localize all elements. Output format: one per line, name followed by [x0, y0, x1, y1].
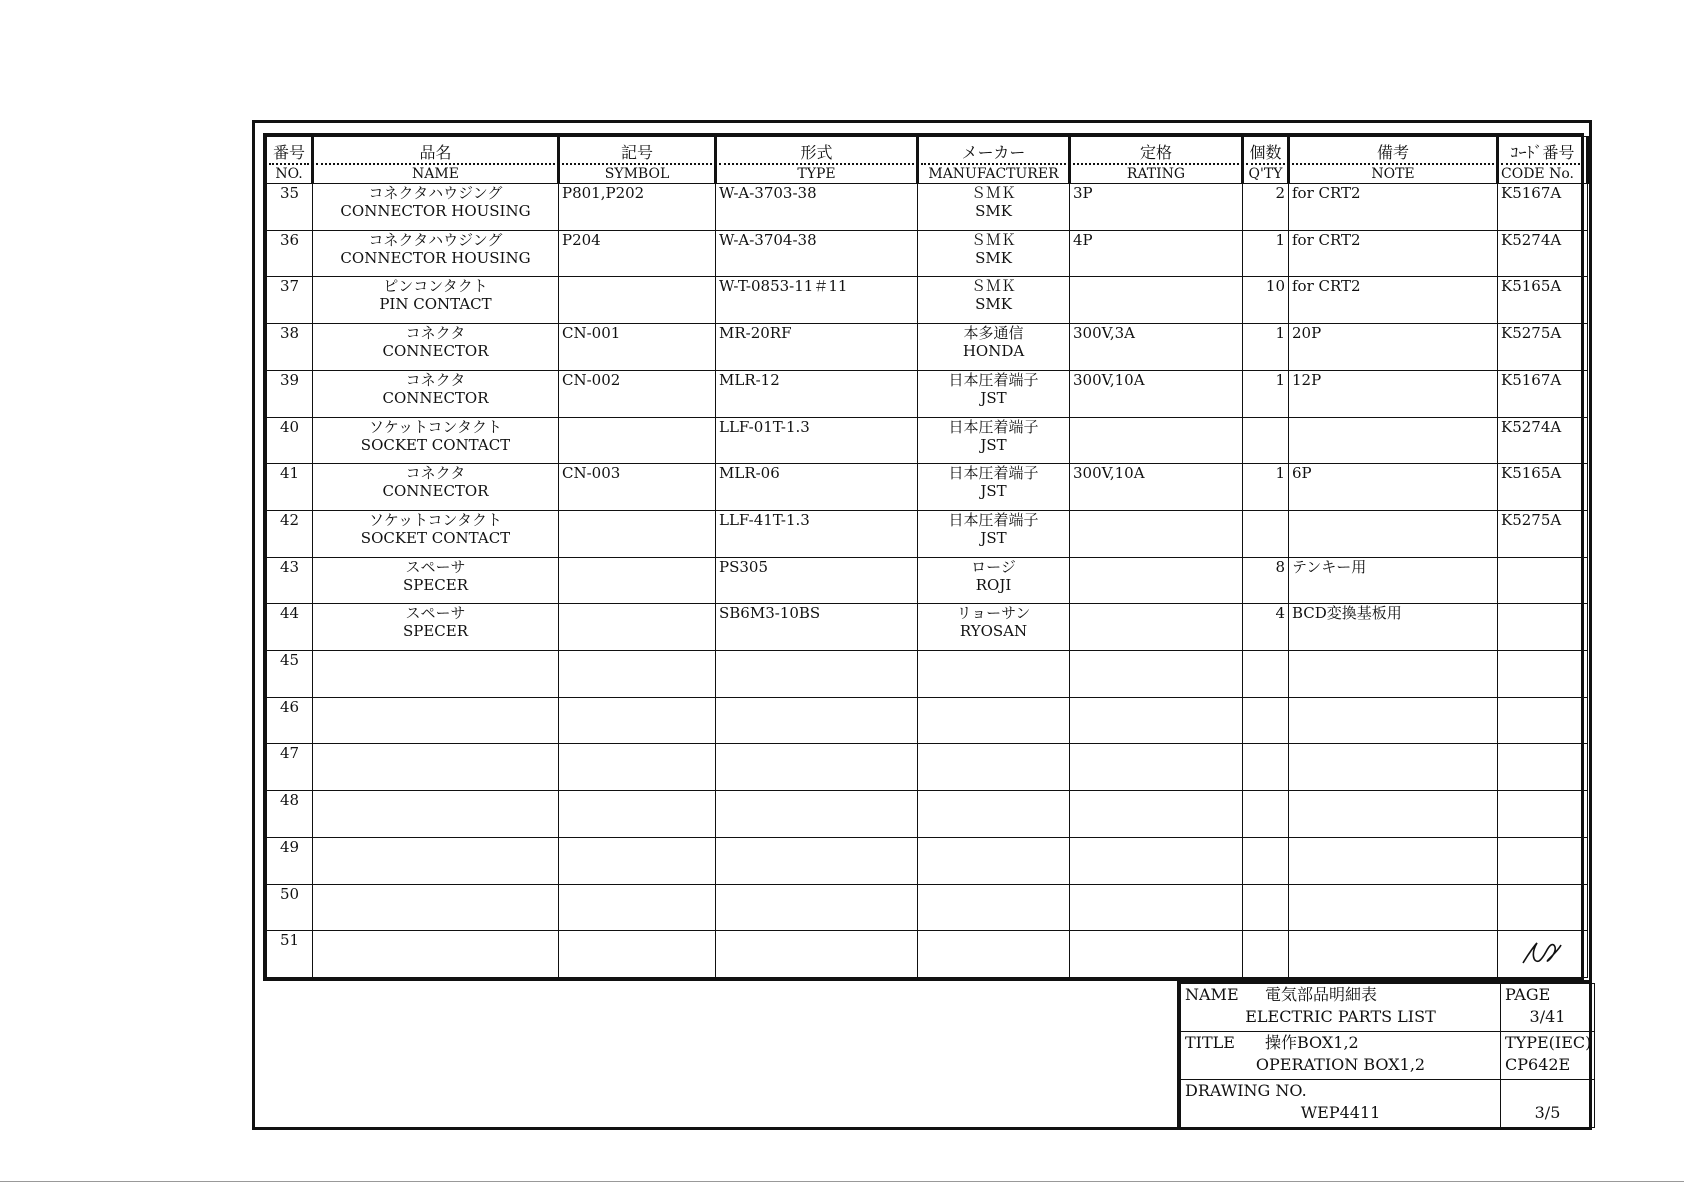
cell-no: 41	[267, 464, 313, 511]
cell-name	[313, 744, 559, 791]
cell-no: 46	[267, 697, 313, 744]
cell-qty: 1	[1243, 324, 1289, 371]
cell-symbol	[559, 744, 716, 791]
document-title-jp: 操作BOX1,2	[1265, 1033, 1359, 1052]
cell-code	[1498, 931, 1588, 978]
cell-code	[1498, 837, 1588, 884]
cell-manufacturer	[918, 417, 1070, 464]
drawing-label: DRAWING NO.	[1185, 1081, 1307, 1100]
cell-name	[313, 184, 559, 231]
cell-symbol: P204	[559, 230, 716, 277]
manufacturer-jp: 日本圧着端子	[948, 417, 1039, 436]
cell-name	[313, 604, 559, 651]
manufacturer-en: HONDA	[962, 342, 1025, 361]
cell-qty: 1	[1243, 370, 1289, 417]
cell-note	[1289, 651, 1498, 698]
header-code: ｺｰﾄﾞ番号 CODE No.	[1498, 137, 1588, 184]
manufacturer-jp: ロージ	[971, 557, 1016, 576]
cell-type	[716, 931, 918, 978]
cell-type: MLR-06	[716, 464, 918, 511]
code-value: K5275A	[1501, 510, 1562, 529]
cell-code	[1498, 417, 1588, 464]
cell-manufacturer	[918, 697, 1070, 744]
table-row	[267, 510, 1588, 557]
cell-manufacturer	[918, 744, 1070, 791]
cell-no: 49	[267, 837, 313, 884]
cell-manufacturer	[918, 464, 1070, 511]
cell-no: 50	[267, 884, 313, 931]
title-block-type-cell	[1501, 1032, 1595, 1080]
cell-symbol	[559, 837, 716, 884]
name-jp: ピンコンタクト	[383, 277, 488, 296]
header-rating: 定格 RATING	[1070, 137, 1243, 184]
table-row	[267, 557, 1588, 604]
cell-note: BCD変換基板用	[1289, 604, 1498, 651]
header-name: 品名 NAME	[313, 137, 559, 184]
cell-rating: 300V,3A	[1070, 324, 1243, 371]
cell-note: 12P	[1289, 370, 1498, 417]
cell-note: 6P	[1289, 464, 1498, 511]
header-type: 形式 TYPE	[716, 137, 918, 184]
manufacturer-en: JST	[980, 388, 1007, 407]
handwritten-initials	[1519, 939, 1565, 973]
cell-symbol	[559, 931, 716, 978]
drawing-number: WEP4411	[1300, 1103, 1381, 1122]
manufacturer-jp: ＳＭＫ	[970, 277, 1016, 296]
manufacturer-jp: 日本圧着端子	[948, 464, 1039, 483]
cell-code	[1498, 184, 1588, 231]
type-value: CP642E	[1505, 1055, 1571, 1074]
parts-table	[263, 133, 1584, 981]
cell-type	[716, 837, 918, 884]
cell-rating	[1070, 510, 1243, 557]
table-row	[267, 931, 1588, 978]
name-en: CONNECTOR HOUSING	[340, 202, 531, 220]
header-symbol: 記号 SYMBOL	[559, 137, 716, 184]
cell-name	[313, 277, 559, 324]
name-jp: コネクタハウジング	[368, 230, 503, 249]
cell-manufacturer	[918, 604, 1070, 651]
table-row	[267, 277, 1588, 324]
cell-symbol	[559, 417, 716, 464]
cell-rating: 3P	[1070, 184, 1243, 231]
cell-note	[1289, 931, 1498, 978]
header-qty: 個数 Q'TY	[1243, 137, 1289, 184]
cell-type	[716, 744, 918, 791]
cell-symbol: CN-001	[559, 324, 716, 371]
cell-rating	[1070, 277, 1243, 324]
cell-qty	[1243, 931, 1289, 978]
cell-rating	[1070, 417, 1243, 464]
cell-symbol	[559, 604, 716, 651]
cell-qty	[1243, 651, 1289, 698]
cell-code	[1498, 791, 1588, 838]
cell-rating	[1070, 651, 1243, 698]
cell-no: 38	[267, 324, 313, 371]
cell-qty	[1243, 697, 1289, 744]
cell-qty	[1243, 791, 1289, 838]
cell-name	[313, 510, 559, 557]
cell-code	[1498, 744, 1588, 791]
cell-qty: 2	[1243, 184, 1289, 231]
title-block-title-cell	[1181, 1032, 1501, 1080]
manufacturer-jp: ＳＭＫ	[970, 230, 1016, 249]
cell-name	[313, 464, 559, 511]
title-block-drawing-cell	[1181, 1080, 1501, 1128]
table-row	[267, 184, 1588, 231]
cell-code	[1498, 604, 1588, 651]
cell-qty: 1	[1243, 230, 1289, 277]
title-block-name-cell	[1181, 984, 1501, 1032]
cell-symbol	[559, 277, 716, 324]
manufacturer-jp: 本多通信	[963, 324, 1024, 343]
cell-symbol	[559, 557, 716, 604]
manufacturer-en: JST	[980, 528, 1007, 547]
manufacturer-en: JST	[980, 435, 1007, 454]
cell-no: 43	[267, 557, 313, 604]
cell-name	[313, 370, 559, 417]
manufacturer-jp: ＳＭＫ	[970, 184, 1016, 202]
name-label: NAME	[1185, 985, 1239, 1004]
manufacturer-en: SMK	[975, 248, 1012, 267]
cell-rating	[1070, 884, 1243, 931]
cell-name	[313, 697, 559, 744]
cell-symbol	[559, 510, 716, 557]
cell-type: W-T-0853-11＃11	[716, 277, 918, 324]
name-jp: コネクタ	[405, 324, 466, 343]
manufacturer-en: SMK	[975, 202, 1012, 220]
cell-no: 44	[267, 604, 313, 651]
name-en: SOCKET CONTACT	[360, 528, 511, 547]
cell-rating	[1070, 604, 1243, 651]
cell-manufacturer	[918, 557, 1070, 604]
cell-no: 37	[267, 277, 313, 324]
cell-qty	[1243, 837, 1289, 884]
table-row	[267, 604, 1588, 651]
cell-name	[313, 651, 559, 698]
cell-code	[1498, 697, 1588, 744]
cell-name	[313, 230, 559, 277]
cell-manufacturer	[918, 277, 1070, 324]
name-en: CONNECTOR	[382, 342, 489, 361]
cell-note: テンキー用	[1289, 557, 1498, 604]
header-note: 備考 NOTE	[1289, 137, 1498, 184]
code-value: K5167A	[1501, 370, 1562, 389]
table-row	[267, 370, 1588, 417]
cell-code	[1498, 324, 1588, 371]
cell-note: 20P	[1289, 324, 1498, 371]
name-en: SOCKET CONTACT	[360, 435, 511, 454]
name-en: CONNECTOR	[382, 388, 489, 407]
cell-note	[1289, 417, 1498, 464]
cell-no: 36	[267, 230, 313, 277]
name-en: CONNECTOR HOUSING	[340, 248, 531, 267]
header-manufacturer: メーカー MANUFACTURER	[918, 137, 1070, 184]
cell-type: MLR-12	[716, 370, 918, 417]
cell-qty: 10	[1243, 277, 1289, 324]
cell-name	[313, 884, 559, 931]
cell-no: 45	[267, 651, 313, 698]
cell-manufacturer	[918, 510, 1070, 557]
sheet-number: 3/5	[1534, 1103, 1561, 1122]
cell-qty	[1243, 417, 1289, 464]
cell-manufacturer	[918, 791, 1070, 838]
cell-rating	[1070, 931, 1243, 978]
cell-manufacturer	[918, 230, 1070, 277]
name-jp: ソケットコンタクト	[369, 510, 502, 529]
cell-note	[1289, 884, 1498, 931]
manufacturer-jp: 日本圧着端子	[948, 370, 1039, 389]
cell-name	[313, 791, 559, 838]
cell-rating	[1070, 697, 1243, 744]
cell-type: PS305	[716, 557, 918, 604]
manufacturer-en: JST	[980, 482, 1007, 501]
cell-note	[1289, 697, 1498, 744]
code-value: K5274A	[1501, 417, 1562, 436]
cell-rating	[1070, 744, 1243, 791]
cell-no: 48	[267, 791, 313, 838]
document-name-jp: 電気部品明細表	[1265, 985, 1378, 1004]
cell-name	[313, 557, 559, 604]
name-en: SPECER	[402, 575, 469, 594]
cell-no: 42	[267, 510, 313, 557]
cell-note: for CRT2	[1289, 277, 1498, 324]
cell-manufacturer	[918, 837, 1070, 884]
cell-no: 51	[267, 931, 313, 978]
document-name-en: ELECTRIC PARTS LIST	[1245, 1007, 1436, 1026]
cell-code	[1498, 651, 1588, 698]
table-row	[267, 697, 1588, 744]
cell-type: W-A-3704-38	[716, 230, 918, 277]
page-label: PAGE	[1505, 985, 1551, 1004]
table-row	[267, 464, 1588, 511]
cell-code	[1498, 230, 1588, 277]
cell-rating: 300V,10A	[1070, 464, 1243, 511]
cell-type: W-A-3703-38	[716, 184, 918, 231]
cell-note	[1289, 510, 1498, 557]
name-en: SPECER	[402, 622, 469, 641]
cell-no: 47	[267, 744, 313, 791]
cell-rating: 300V,10A	[1070, 370, 1243, 417]
cell-code	[1498, 370, 1588, 417]
table-row	[267, 230, 1588, 277]
code-value: K5275A	[1501, 324, 1562, 343]
table-row	[267, 651, 1588, 698]
cell-type	[716, 651, 918, 698]
cell-qty	[1243, 884, 1289, 931]
manufacturer-jp: 日本圧着端子	[948, 510, 1039, 529]
code-value: K5165A	[1501, 277, 1562, 296]
table-row	[267, 324, 1588, 371]
cell-note	[1289, 837, 1498, 884]
cell-name	[313, 324, 559, 371]
cell-qty	[1243, 510, 1289, 557]
title-block	[1177, 980, 1591, 1128]
header-row	[267, 137, 1588, 184]
cell-type	[716, 697, 918, 744]
cell-manufacturer	[918, 884, 1070, 931]
title-block-page-cell	[1501, 984, 1595, 1032]
cell-symbol	[559, 791, 716, 838]
cell-no: 35	[267, 184, 313, 231]
code-value: K5165A	[1501, 464, 1562, 483]
scan-edge-line	[0, 1181, 1684, 1182]
manufacturer-en: RYOSAN	[959, 622, 1028, 641]
page-number: 3/41	[1529, 1007, 1566, 1026]
name-jp: スペーサ	[405, 557, 466, 576]
cell-qty	[1243, 744, 1289, 791]
manufacturer-jp: リョーサン	[956, 604, 1031, 623]
cell-manufacturer	[918, 370, 1070, 417]
table-row	[267, 837, 1588, 884]
cell-type: SB6M3-10BS	[716, 604, 918, 651]
cell-note: for CRT2	[1289, 184, 1498, 231]
name-jp: スペーサ	[405, 604, 466, 623]
cell-symbol: P801,P202	[559, 184, 716, 231]
cell-type	[716, 884, 918, 931]
cell-no: 40	[267, 417, 313, 464]
cell-qty: 4	[1243, 604, 1289, 651]
cell-code	[1498, 557, 1588, 604]
manufacturer-en: SMK	[975, 295, 1012, 314]
manufacturer-en: ROJI	[975, 575, 1012, 594]
cell-code	[1498, 510, 1588, 557]
cell-note: for CRT2	[1289, 230, 1498, 277]
cell-manufacturer	[918, 651, 1070, 698]
name-en: PIN CONTACT	[379, 295, 492, 314]
header-no: 番号 NO.	[267, 137, 313, 184]
title-block-sheet-cell	[1501, 1080, 1595, 1128]
cell-type: LLF-01T-1.3	[716, 417, 918, 464]
name-en: CONNECTOR	[382, 482, 489, 501]
cell-rating	[1070, 791, 1243, 838]
cell-code	[1498, 464, 1588, 511]
name-jp: ソケットコンタクト	[369, 417, 502, 436]
name-jp: コネクタハウジング	[368, 184, 503, 202]
table-row	[267, 744, 1588, 791]
cell-rating	[1070, 837, 1243, 884]
title-label: TITLE	[1185, 1033, 1235, 1052]
cell-type	[716, 791, 918, 838]
cell-note	[1289, 791, 1498, 838]
cell-code	[1498, 884, 1588, 931]
cell-name	[313, 417, 559, 464]
table-row	[267, 791, 1588, 838]
cell-qty: 1	[1243, 464, 1289, 511]
document-title-en: OPERATION BOX1,2	[1255, 1055, 1426, 1074]
cell-rating	[1070, 557, 1243, 604]
cell-symbol: CN-002	[559, 370, 716, 417]
cell-symbol: CN-003	[559, 464, 716, 511]
table-row	[267, 884, 1588, 931]
cell-note	[1289, 744, 1498, 791]
code-value: K5274A	[1501, 230, 1562, 249]
cell-symbol	[559, 651, 716, 698]
cell-type: LLF-41T-1.3	[716, 510, 918, 557]
table-row	[267, 417, 1588, 464]
name-jp: コネクタ	[405, 370, 466, 389]
cell-name	[313, 837, 559, 884]
type-label: TYPE(IEC)	[1505, 1033, 1592, 1052]
cell-no: 39	[267, 370, 313, 417]
cell-rating: 4P	[1070, 230, 1243, 277]
cell-manufacturer	[918, 324, 1070, 371]
cell-symbol	[559, 884, 716, 931]
cell-qty: 8	[1243, 557, 1289, 604]
cell-symbol	[559, 697, 716, 744]
name-jp: コネクタ	[405, 464, 466, 483]
cell-name	[313, 931, 559, 978]
cell-manufacturer	[918, 931, 1070, 978]
cell-code	[1498, 277, 1588, 324]
cell-manufacturer	[918, 184, 1070, 231]
code-value: K5167A	[1501, 184, 1562, 202]
cell-type: MR-20RF	[716, 324, 918, 371]
